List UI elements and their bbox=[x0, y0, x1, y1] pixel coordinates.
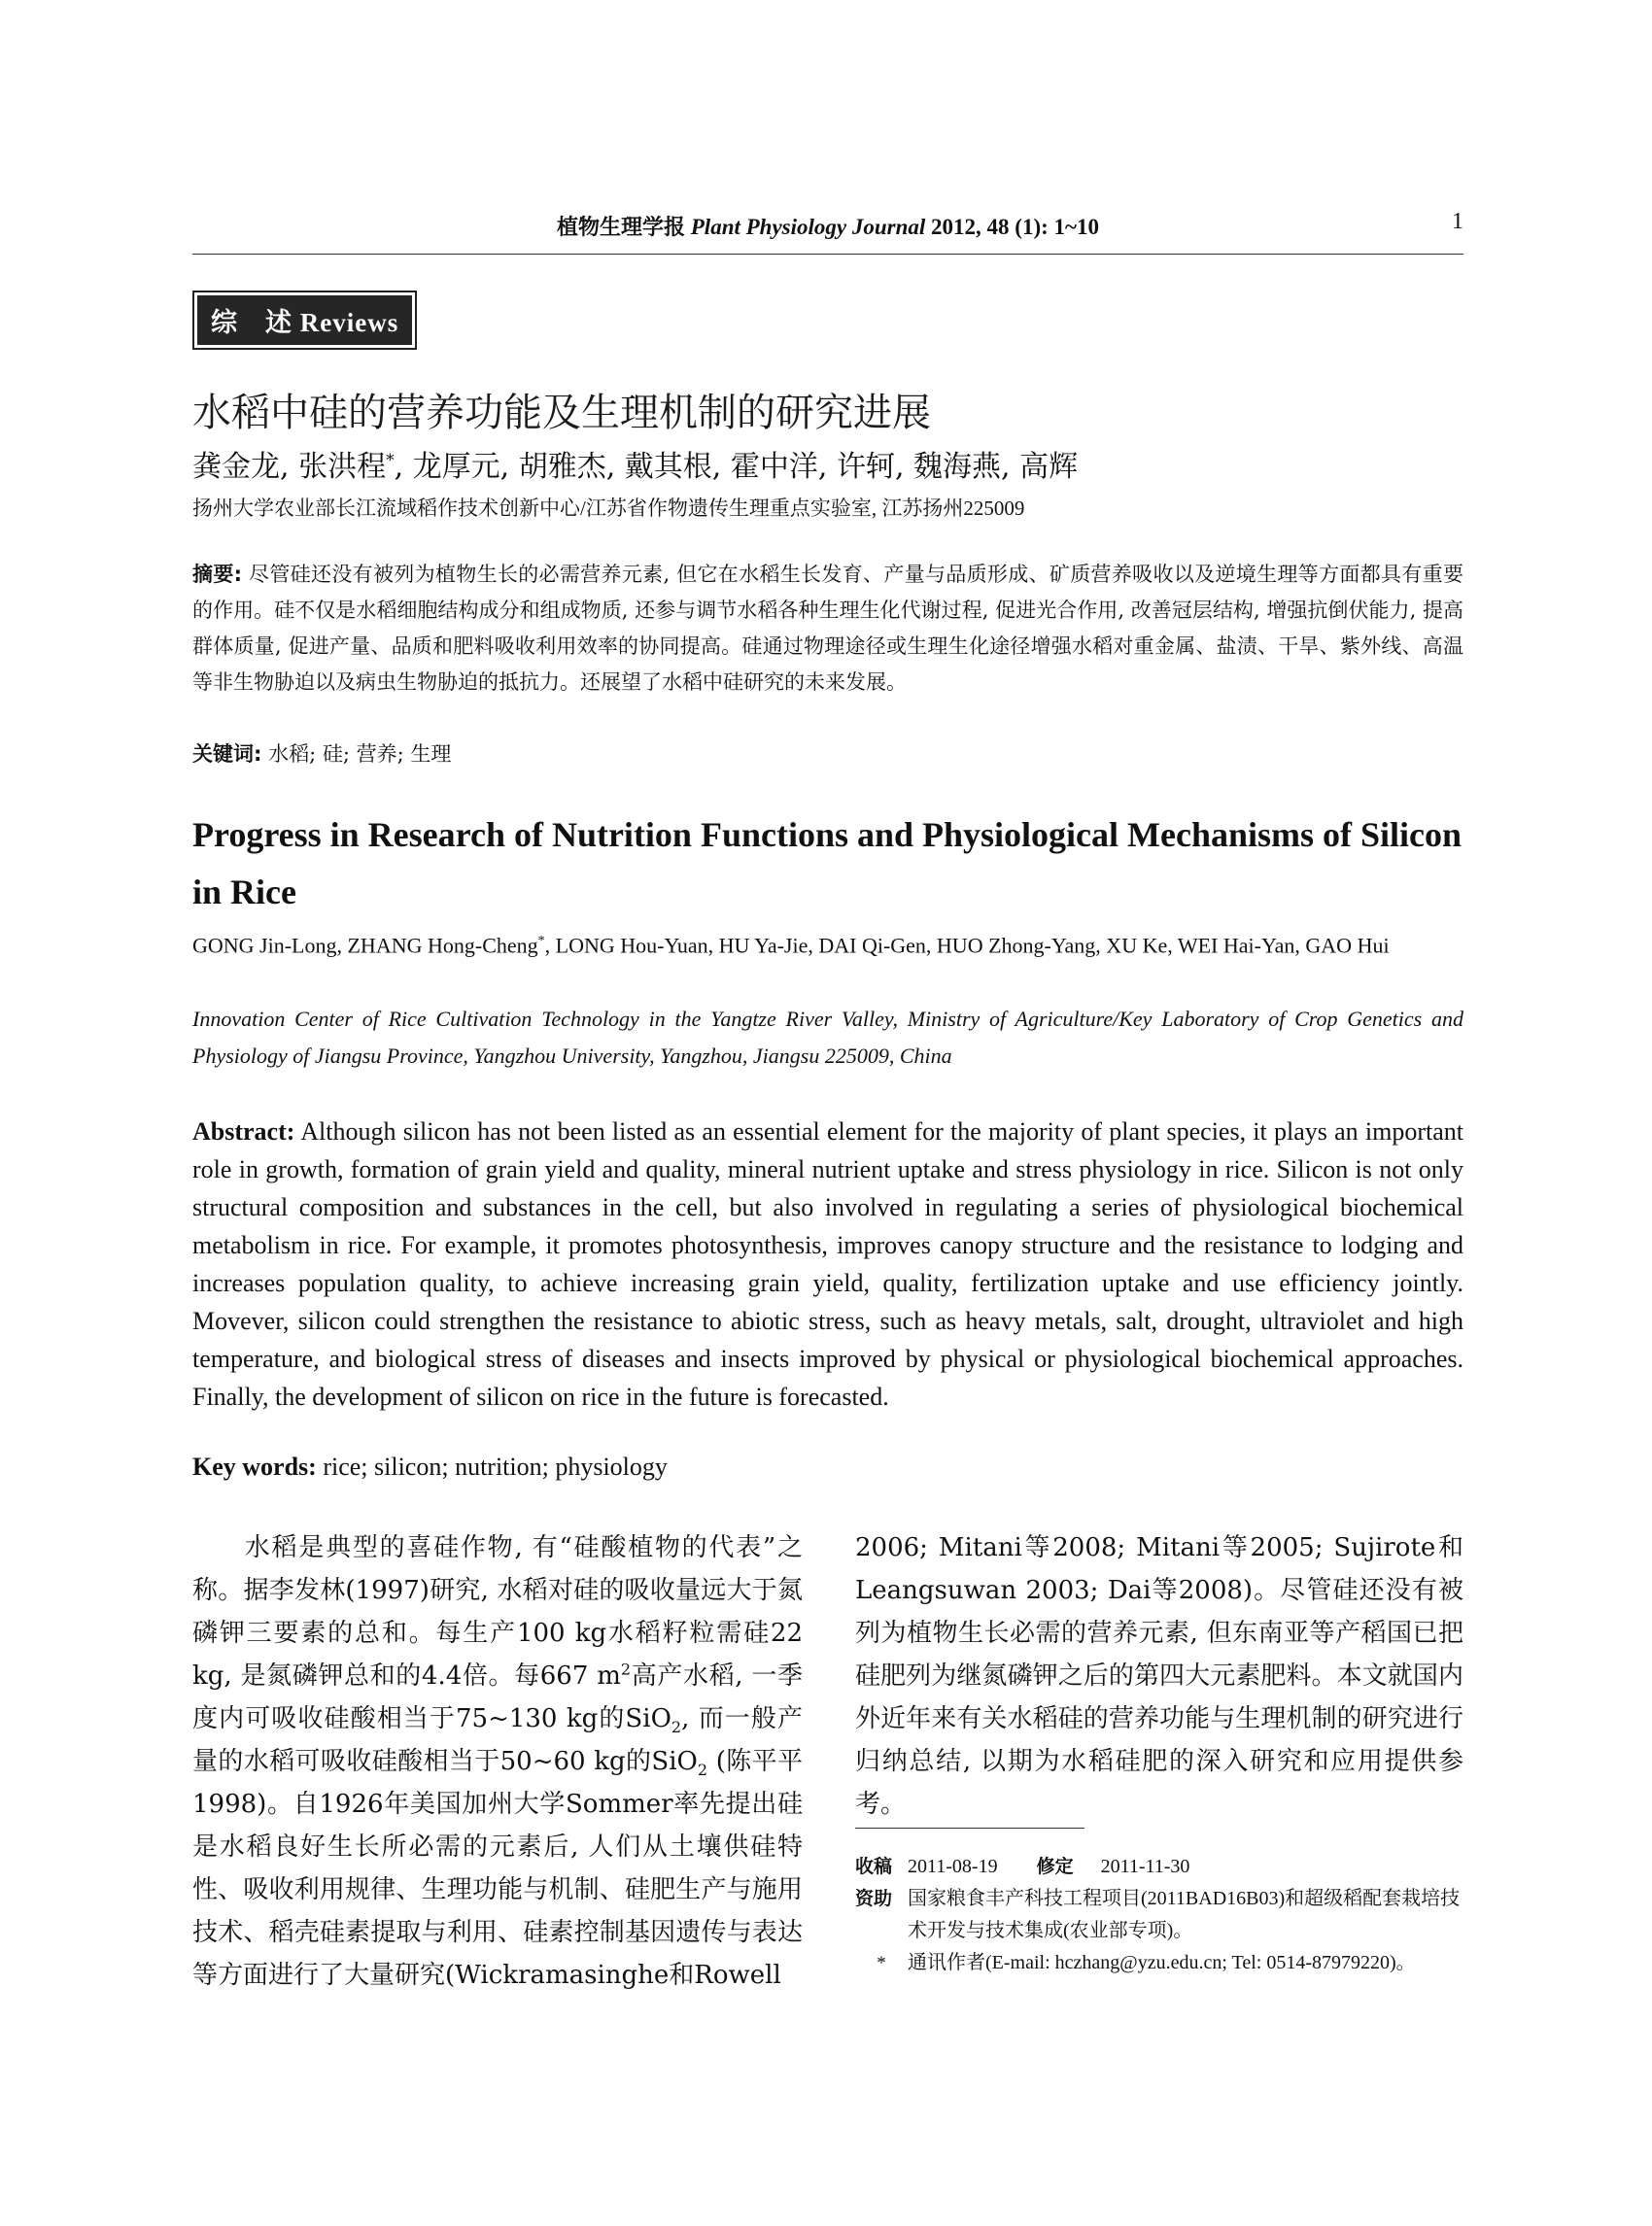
funding-label: 资助 bbox=[855, 1888, 893, 1909]
superscript-2: 2 bbox=[620, 1660, 632, 1679]
journal-name-cn: 植物生理学报 bbox=[556, 216, 685, 240]
volume-info: 2012, 48 (1): 1~10 bbox=[931, 215, 1099, 239]
revised-label: 修定 bbox=[1036, 1856, 1074, 1877]
running-header bbox=[192, 199, 1463, 255]
english-authors-part2: , LONG Hou-Yuan, HU Ya-Jie, DAI Qi-Gen, HUO Zhong-Yang, XU Ke, WEI Hai-Yan, GAO Hui bbox=[544, 933, 1390, 958]
english-authors bbox=[192, 923, 1463, 964]
correspondence-mark: * bbox=[877, 1953, 886, 1973]
body-left-text-3: , 而一般产量的水稻可吸收硅酸相当于50~60 kg的SiO bbox=[192, 1704, 804, 1776]
footnotes bbox=[855, 1851, 1463, 1979]
received-label: 收稿 bbox=[855, 1856, 893, 1877]
chinese-abstract-text: 尽管硅还没有被列为植物生长的必需营养元素, 但它在水稻生长发育、产量与品质形成、矿质营养吸收以及逆境生理等方面都具有重要的作用。硅不仅是水稻细胞结构成分和组成物质, 还参与调节水稻各种生理生化代谢过程, 促进光合作用, 改善冠层结构, 增强抗倒伏能力, 提高群体质量, 促进产量、品质和肥料吸收利用效率的协同提高。硅通过物理途径或生理生化途径增强水稻对重金属、盐渍、干旱、紫外线、高温等非生物胁迫以及病虫生物胁迫的抵抗力。还展望了水稻中硅研究的未来发展。 bbox=[192, 563, 1463, 694]
footnote-correspondence bbox=[855, 1947, 1463, 1979]
journal-name-en: Plant Physiology Journal bbox=[690, 215, 926, 239]
footnote-divider bbox=[855, 1828, 1084, 1829]
footnote-funding bbox=[855, 1883, 1463, 1947]
chinese-keywords bbox=[192, 738, 1463, 768]
footnote-dates bbox=[855, 1851, 1463, 1883]
section-badge-label: 综 述 Reviews bbox=[197, 295, 412, 345]
english-title: Progress in Research of Nutrition Functions and Physiological Mechanisms of Silicon in Rice bbox=[192, 815, 1463, 911]
revised-date: 2011-11-30 bbox=[1100, 1856, 1190, 1877]
funding-text: 国家粮食丰产科技工程项目(2011BAD16B03)和超级稻配套栽培技术开发与技术集成(农业部专项)。 bbox=[908, 1888, 1461, 1941]
chinese-keywords-label: 关键词: bbox=[192, 742, 262, 766]
journal-citation bbox=[192, 211, 1463, 241]
english-abstract bbox=[192, 1113, 1463, 1416]
received-date: 2011-08-19 bbox=[908, 1856, 998, 1877]
english-authors-part1: GONG Jin-Long, ZHANG Hong-Cheng bbox=[192, 933, 538, 958]
body-left-text-4: (陈平平1998)。自1926年美国加州大学Sommer率先提出硅是水稻良好生长所必需的元素后, 人们从土壤供硅特性、吸收利用规律、生理功能与机制、硅肥生产与施用技术、稻壳硅素提取与利用、硅素控制基因遗传与表达等方面进行了大量研究(Wickramasinghe和Rowell bbox=[192, 1747, 803, 1990]
chinese-authors-part1: 龚金龙, 张洪程 bbox=[192, 450, 387, 484]
english-affiliation: Innovation Center of Rice Cultivation Technology in the Yangtze River Valley, Ministry of Agriculture/Key Laboratory of Crop Genetics and Physiology of Jiangsu Province, Yangzhou University, Yangzhou, Jiangsu 225009, China bbox=[192, 1007, 1463, 1068]
chinese-affiliation: 扬州大学农业部长江流域稻作技术创新中心/江苏省作物遗传生理重点实验室, 江苏扬州225009 bbox=[192, 497, 1025, 520]
body-column-right: 2006; Mitani等2008; Mitani等2005; Sujirote和Leangsuwan 2003; Dai等2008)。尽管硅还没有被列为植物生长必需的营养元素, 但东南亚等产稻国已把硅肥列为继氮磷钾之后的第四大元素肥料。本文就国内外近年来有关水稻硅的营养功能与生理机制的研究进行归纳总结, 以期为水稻硅肥的深入研究和应用提供参考。 bbox=[855, 1533, 1463, 1819]
chinese-authors-part2: , 龙厚元, 胡雅杰, 戴其根, 霍中洋, 许轲, 魏海燕, 高辉 bbox=[394, 450, 1079, 484]
english-keywords-label: Key words: bbox=[192, 1453, 317, 1481]
section-badge bbox=[192, 291, 417, 350]
subscript-2a: 2 bbox=[671, 1718, 682, 1737]
correspondence-text: 通讯作者(E-mail: hczhang@yzu.edu.cn; Tel: 0514-87979220)。 bbox=[908, 1952, 1416, 1973]
chinese-title: 水稻中硅的营养功能及生理机制的研究进展 bbox=[192, 391, 931, 435]
english-abstract-label: Abstract: bbox=[192, 1117, 295, 1146]
corresponding-mark: * bbox=[386, 451, 395, 470]
chinese-keywords-text: 水稻; 硅; 营养; 生理 bbox=[261, 742, 452, 766]
english-abstract-text: Although silicon has not been listed as an essential element for the majority of plant species, it plays an important role in growth, formation of grain yield and quality, mineral nutrient uptake and stress physiology in rice. Silicon is not only structural composition and substances in the cell, but also involved in regulating a series of physiological biochemical metabolism in rice. For example, it promotes photosynthesis, improves canopy structure and the resistance to lodging and increases population quality, to achieve increasing grain yield, quality, fertilization uptake and use efficiency jointly. Movever, silicon could strengthen the resistance to abiotic stress, such as heavy metals, salt, drought, ultraviolet and high temperature, and biological stress of diseases and insects improved by physical or physiological biochemical approaches. Finally, the development of silicon on rice in the future is forecasted. bbox=[192, 1117, 1463, 1411]
body-column-left bbox=[192, 1526, 803, 1997]
chinese-authors bbox=[192, 442, 1463, 485]
chinese-abstract-label: 摘要: bbox=[192, 563, 243, 586]
english-keywords bbox=[192, 1453, 1463, 1482]
paper-page bbox=[192, 199, 1463, 1990]
corresponding-mark-en: * bbox=[537, 934, 545, 948]
page-number: 1 bbox=[1452, 209, 1463, 234]
english-keywords-text: rice; silicon; nutrition; physiology bbox=[316, 1453, 668, 1481]
subscript-2b: 2 bbox=[697, 1761, 708, 1780]
body-left-text-1: 水稻是典型的喜硅作物, 有“硅酸植物的代表”之称。据李发林(1997)研究, 水稻对硅的吸收量远大于氮磷钾三要素的总和。每生产100 kg水稻籽粒需硅22 kg, 是氮磷钾总和的4.4倍。每667 m bbox=[192, 1533, 803, 1691]
chinese-abstract bbox=[192, 557, 1463, 701]
body-left-text-2: 高产水稻, 一季度内可吸收硅酸相当于75~130 kg的SiO bbox=[192, 1661, 803, 1733]
